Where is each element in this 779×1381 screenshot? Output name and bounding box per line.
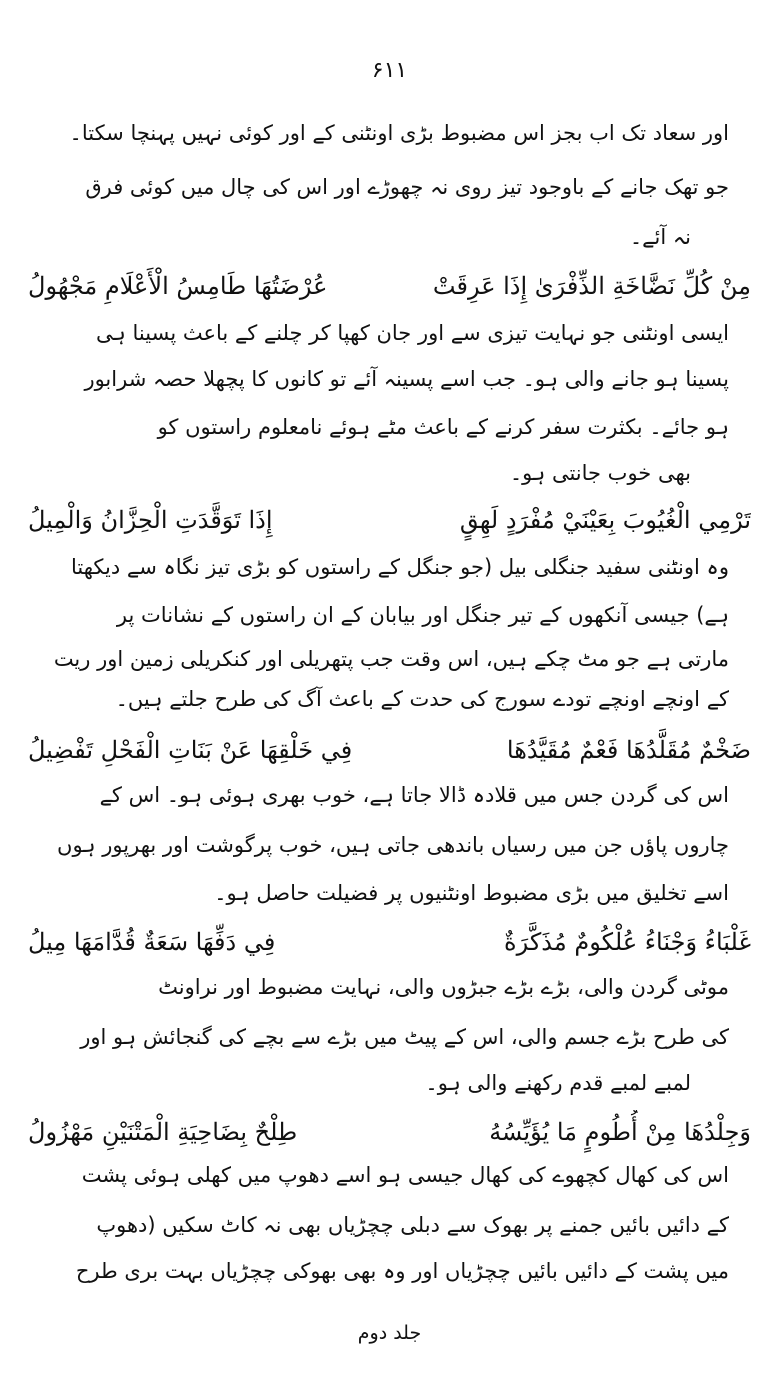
verse-first-hemistich: مِنْ كُلِّ نَضَّاخَةِ الذِّفْرَىٰ إِذَا عَرِقَتْ [432, 272, 751, 300]
verse-second-hemistich: فِي دَفِّهَا سَعَةٌ قُدَّامَهَا مِيلُ [28, 928, 276, 956]
prose-line: ایسی اونٹنی جو نہایت تیزی سے اور جان کھپا کر چلنے کے باعث پسینا ہی [96, 321, 729, 345]
prose-line: اسے تخلیق میں بڑی مضبوط اونٹنیوں پر فضیلت حاصل ہو۔ [214, 881, 729, 905]
prose-line: اور سعاد تک اب بجز اس مضبوط بڑی اونٹنی کے اور کوئی نہیں پہنچا سکتا۔ [69, 121, 729, 145]
verse-first-hemistich: تَرْمِي الْغُيُوبَ بِعَيْنَيْ مُفْرَدٍ لَهِقٍ [459, 506, 751, 534]
verse-second-hemistich: عُرْضَتُهَا طَامِسُ الْأَعْلَامِ مَجْهُولُ [28, 272, 328, 300]
prose-line: موٹی گردن والی، بڑے بڑے جبڑوں والی، نہایت مضبوط اور نراونٹ [158, 975, 729, 999]
prose-line: اس کی گردن جس میں قلادہ ڈالا جاتا ہے، خوب بھری ہوئی ہو۔ اس کے [99, 783, 729, 807]
verse-line [28, 920, 751, 964]
prose-line: جو تھک جانے کے باوجود تیز روی نہ چھوڑے اور اس کی چال میں کوئی فرق [85, 175, 729, 199]
verse-line [28, 498, 751, 542]
prose-line: میں پشت کے دائیں بائیں چچڑیاں اور وہ بھی بھوکی چچڑیاں بہت بری طرح [75, 1259, 729, 1283]
verse-first-hemistich: ضَخْمٌ مُقَلَّدُهَا فَعْمٌ مُقَيَّدُهَا [506, 736, 751, 764]
prose-line: نہ آئے۔ [629, 225, 691, 249]
prose-line: بھی خوب جانتی ہو۔ [509, 461, 691, 485]
volume-footer: جلد دوم [357, 1322, 422, 1344]
prose-line: کی طرح بڑے جسم والی، اس کے پیٹ میں بڑے سے بچے کی گنجائش ہو اور [80, 1025, 729, 1049]
verse-line [28, 1110, 751, 1154]
verse-first-hemistich: غَلْبَاءُ وَجْنَاءُ عُلْكُومٌ مُذَكَّرَةٌ [504, 928, 751, 956]
prose-line: اس کی کھال کچھوے کی کھال جیسی ہو اسے دھوپ میں کھلی ہوئی پشت [81, 1163, 729, 1187]
verse-line [28, 264, 751, 308]
prose-line: وہ اونٹنی سفید جنگلی بیل (جو جنگل کے راستوں کو بڑی تیز نگاہ سے دیکھتا [71, 555, 729, 579]
prose-line: ہو جائے۔ بکثرت سفر کرنے کے باعث مٹے ہوئے نامعلوم راستوں کو [157, 415, 729, 439]
prose-line: ہے) جیسی آنکھوں کے تیر جنگل اور بیابان کے ان راستوں کے نشانات پر [116, 603, 729, 627]
prose-line: کے دائیں بائیں جمنے پر بھوک سے دبلی چچڑیاں بھی نہ کاٹ سکیں (دھوپ [96, 1213, 729, 1237]
prose-line: لمبے لمبے قدم رکھنے والی ہو۔ [425, 1071, 691, 1095]
prose-line: کے اونچے اونچے تودے سورج کی حدت کے باعث آگ کی طرح جلتے ہیں۔ [115, 687, 729, 711]
verse-second-hemistich: فِي خَلْقِهَا عَنْ بَنَاتِ الْفَحْلِ تَفْضِيلُ [28, 736, 353, 764]
prose-line: چاروں پاؤں جن میں رسیاں باندھی جاتی ہیں، خوب پرگوشت اور بھرپور ہوں [57, 833, 729, 857]
prose-line: مارتی ہے جو مٹ چکے ہیں، اس وقت جب پتھریلی اور کنکریلی زمین اور ریت [53, 647, 729, 671]
verse-first-hemistich: وَجِلْدُهَا مِنْ أُطُومٍ مَا يُؤَيِّسُهُ [489, 1118, 751, 1146]
verse-line [28, 728, 751, 772]
page-number: ۶۱۱ [371, 58, 408, 83]
verse-second-hemistich: طِلْحٌ بِضَاحِيَةِ الْمَتْنَيْنِ مَهْزُولُ [28, 1118, 298, 1146]
verse-second-hemistich: إِذَا تَوَقَّدَتِ الْحِزَّانُ وَالْمِيلُ [28, 506, 273, 534]
prose-line: پسینا ہو جانے والی ہو۔ جب اسے پسینہ آئے تو کانوں کا پچھلا حصہ شرابور [84, 367, 729, 391]
